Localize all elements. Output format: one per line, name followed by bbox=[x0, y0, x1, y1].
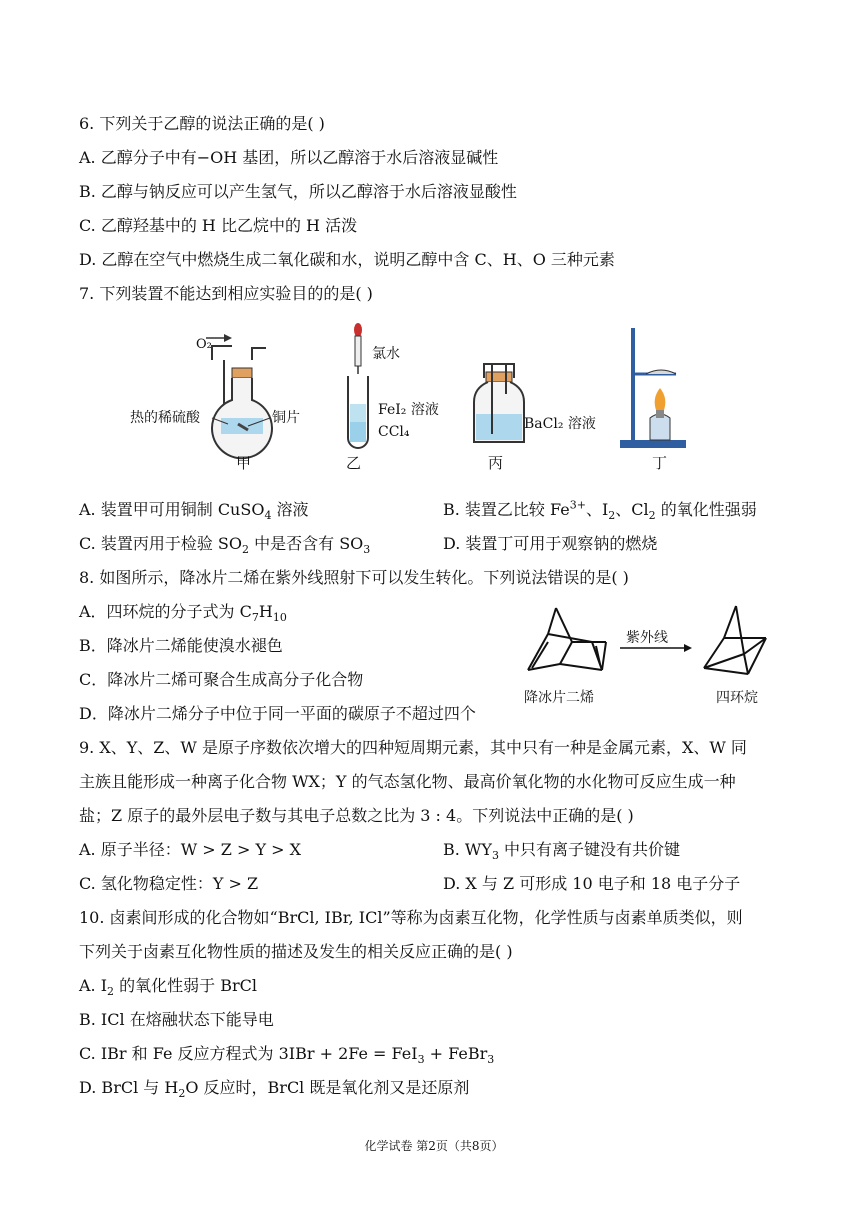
yi-chlorine-water-label: 氯水 bbox=[372, 346, 400, 362]
q7-option-d: D. 装置丁可用于观察钠的燃烧 bbox=[443, 534, 658, 553]
q8-option-d: D．降冰片二烯分子中位于同一平面的碳原子不超过四个 bbox=[79, 704, 476, 723]
yi-ccl4-label: CCl₄ bbox=[378, 424, 410, 440]
bing-bacl2-label: BaCl₂ 溶液 bbox=[524, 416, 596, 432]
q6-stem: 6. 下列关于乙醇的说法正确的是( ) bbox=[79, 114, 325, 133]
q10-option-a: A. $I_2$ 的氧化性弱于 BrCl bbox=[79, 976, 257, 999]
q7-apparatus-figure bbox=[120, 318, 700, 478]
q6-option-b: B. 乙醇与钠反应可以产生氢气，所以乙醇溶于水后溶液显酸性 bbox=[79, 182, 517, 201]
q9-stem-line-3: 盐；Z 原子的最外层电子数与其电子总数之比为 3 : 4。下列说法中正确的是( ) bbox=[79, 806, 634, 825]
q9-option-d: D. X 与 Z 可形成 10 电子和 18 电子分子 bbox=[443, 874, 741, 893]
q9-option-b: B. $WY_3$ 中只有离子键没有共价键 bbox=[443, 840, 681, 863]
norbornadiene-structure bbox=[528, 608, 606, 670]
jia-o2-label: O₂ bbox=[196, 337, 212, 352]
q7-option-c: C. 装置丙用于检验 $SO_2$ 中是否含有 $SO_3$ bbox=[79, 534, 371, 557]
q10-option-d: D. BrCl 与 $H_2O$ 反应时，BrCl 既是氧化剂又是还原剂 bbox=[79, 1078, 470, 1101]
apparatus-bing bbox=[474, 364, 524, 442]
apparatus-yi bbox=[348, 323, 368, 448]
q6-option-d: D. 乙醇在空气中燃烧生成二氧化碳和水，说明乙醇中含 C、H、O 三种元素 bbox=[79, 250, 615, 269]
quadricyclane-structure bbox=[704, 606, 766, 674]
norbornadiene-label: 降冰片二烯 bbox=[524, 690, 594, 706]
uv-arrow-label: 紫外线 bbox=[626, 630, 668, 646]
apparatus-jia bbox=[206, 334, 272, 458]
q10-stem-line-2: 下列关于卤素互化物性质的描述及发生的相关反应正确的是( ) bbox=[79, 942, 513, 961]
q6-option-a: A. 乙醇分子中有−OH 基团，所以乙醇溶于水后溶液显碱性 bbox=[79, 148, 499, 167]
page-footer: 化学试卷 第2页（共8页） bbox=[364, 1139, 504, 1153]
q7-option-b: B. 装置乙比较 $Fe^{3+}$、$I_2$、$Cl_2$ 的氧化性强弱 bbox=[443, 498, 757, 523]
jia-caption: 甲 bbox=[236, 454, 252, 472]
q8-reaction-figure bbox=[516, 598, 778, 708]
q6-option-c: C. 乙醇羟基中的 H 比乙烷中的 H 活泼 bbox=[79, 216, 358, 235]
q10-option-c: C. IBr 和 Fe 反应方程式为 3IBr + 2Fe = FeI$_3$ + FeBr$_3$ bbox=[79, 1044, 495, 1067]
ding-caption: 丁 bbox=[652, 454, 668, 472]
apparatus-ding bbox=[620, 328, 686, 448]
q9-stem-line-1: 9. X、Y、Z、W 是原子序数依次增大的四种短周期元素，其中只有一种是金属元素，X、W 同 bbox=[79, 738, 747, 757]
q9-stem-line-2: 主族且能形成一种离子化合物 WX；Y 的气态氢化物、最高价氧化物的水化物可反应生成一种 bbox=[79, 772, 736, 791]
q10-option-b: B. ICl 在熔融状态下能导电 bbox=[79, 1010, 274, 1029]
q7-option-a: A. 装置甲可用铜制 CuSO$_4$ 溶液 bbox=[79, 500, 309, 523]
quadricyclane-label: 四环烷 bbox=[716, 690, 758, 706]
bing-caption: 丙 bbox=[488, 454, 504, 472]
q8-option-c: C．降冰片二烯可聚合生成高分子化合物 bbox=[79, 670, 364, 689]
jia-copper-label: 铜片 bbox=[272, 410, 300, 426]
q9-option-c: C. 氢化物稳定性：Y > Z bbox=[79, 874, 259, 893]
q8-option-b: B．降冰片二烯能使溴水褪色 bbox=[79, 636, 283, 655]
q10-stem-line-1: 10. 卤素间形成的化合物如“BrCl, IBr, ICl”等称为卤素互化物，化学性质与卤素单质类似，则 bbox=[79, 908, 743, 927]
q8-stem: 8. 如图所示，降冰片二烯在紫外线照射下可以发生转化。下列说法错误的是( ) bbox=[79, 568, 629, 587]
yi-caption: 乙 bbox=[346, 454, 362, 472]
q7-stem: 7. 下列装置不能达到相应实验目的的是( ) bbox=[79, 284, 373, 303]
jia-acid-label: 热的稀硫酸 bbox=[130, 410, 200, 426]
yi-fei2-label: FeI₂ 溶液 bbox=[378, 402, 439, 418]
q8-option-a: A．四环烷的分子式为 $C_7H_{10}$ bbox=[79, 602, 287, 625]
q9-option-a: A. 原子半径：W > Z > Y > X bbox=[79, 840, 301, 859]
